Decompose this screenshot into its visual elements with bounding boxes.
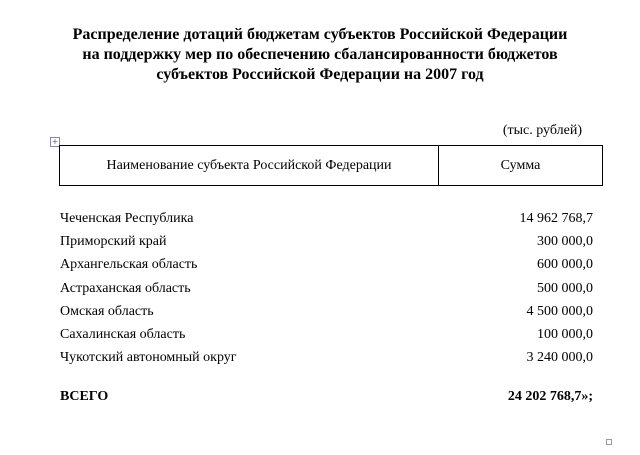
row-amount: 500 000,0	[537, 280, 593, 296]
table-move-handle-icon[interactable]: +	[51, 137, 59, 146]
row-amount: 4 500 000,0	[526, 303, 593, 319]
table-row	[60, 300, 593, 323]
row-name: Астраханская область	[60, 280, 191, 296]
table-body	[60, 207, 593, 369]
table-row	[60, 277, 593, 300]
end-of-cell-mark	[606, 439, 612, 445]
row-name: Чукотский автономный округ	[60, 350, 237, 366]
row-amount: 100 000,0	[537, 326, 593, 342]
total-amount: 24 202 768,7»;	[507, 389, 593, 404]
row-amount: 600 000,0	[537, 257, 593, 273]
table-row	[60, 230, 593, 253]
row-name: Сахалинская область	[60, 326, 186, 342]
row-amount: 300 000,0	[537, 234, 593, 250]
column-header-amount: Сумма	[439, 146, 603, 186]
title-line-1: Распределение дотаций бюджетам субъектов Российской Федерации	[72, 26, 568, 43]
table-row	[60, 323, 593, 346]
title-line-2: на поддержку мер по обеспечению сбалансированности бюджетов	[82, 46, 558, 63]
row-amount: 3 240 000,0	[526, 350, 593, 366]
row-name: Архангельская область	[60, 257, 198, 273]
table-row	[60, 207, 593, 230]
table-header	[59, 145, 603, 186]
total-row	[60, 386, 593, 408]
table-row	[60, 346, 593, 369]
column-header-name: Наименование субъекта Российской Федерации	[60, 146, 439, 186]
document-title	[40, 25, 600, 85]
row-amount: 14 962 768,7	[519, 211, 593, 226]
row-name: Чеченская Республика	[60, 211, 194, 226]
title-line-3: субъектов Российской Федерации на 2007 год	[156, 66, 484, 83]
row-name: Омская область	[60, 303, 154, 319]
total-label: ВСЕГО	[60, 389, 109, 404]
units-label: (тыс. рублей)	[502, 123, 582, 138]
table-row	[60, 253, 593, 276]
row-name: Приморский край	[60, 234, 167, 250]
